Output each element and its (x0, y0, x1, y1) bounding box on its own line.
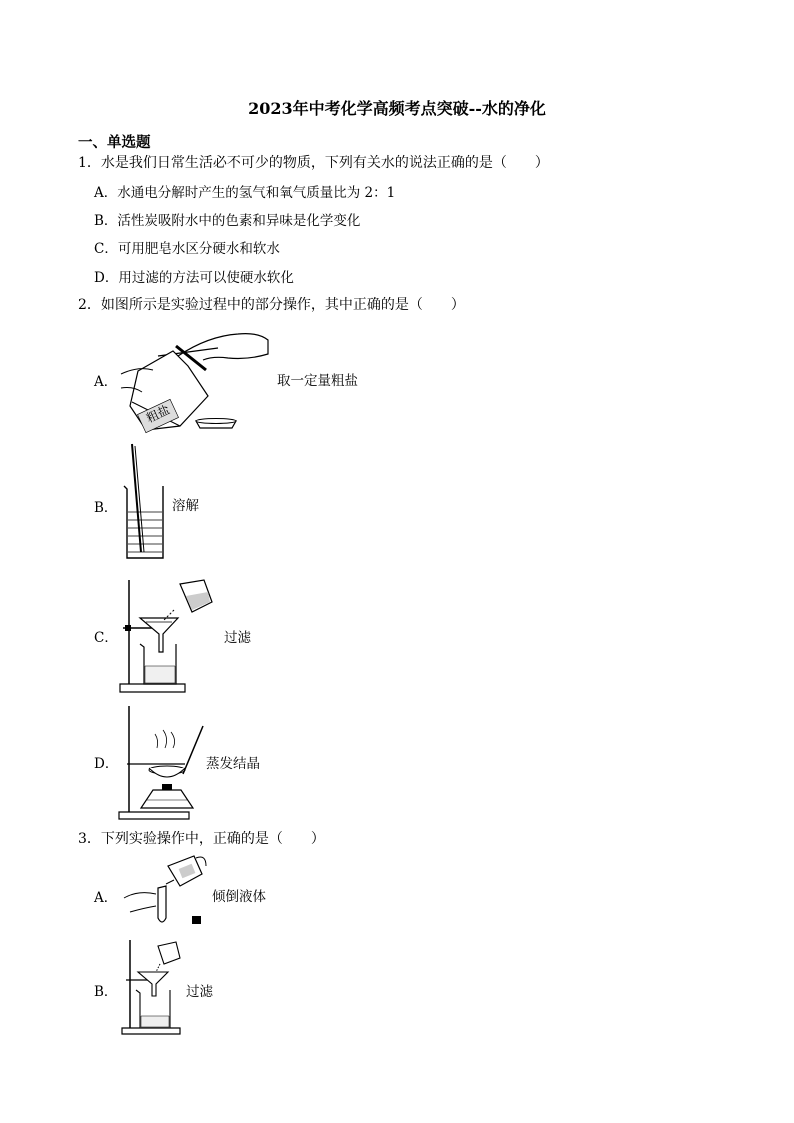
question-1-option-c: C．可用肥皂水区分硬水和软水 (94, 241, 280, 257)
question-3-option-a-caption: 倾倒液体 (212, 889, 266, 905)
question-2-option-b-caption: 溶解 (172, 498, 199, 514)
pour-liquid-illustration (122, 854, 210, 930)
page-title: 2023年中考化学高频考点突破--水的净化 (248, 99, 546, 118)
question-1-option-d: D．用过滤的方法可以使硬水软化 (94, 270, 294, 286)
question-2-option-d-label: D． (94, 756, 119, 772)
question-1-stem: 1．水是我们日常生活必不可少的物质，下列有关水的说法正确的是（ ） (78, 155, 549, 171)
bottle-label: 粗盐 (144, 402, 172, 426)
question-2-option-a-label: A． (94, 374, 118, 390)
evaporation-illustration (115, 704, 205, 820)
question-3-option-a-label: A． (94, 890, 118, 906)
question-2-option-a-caption: 取一定量粗盐 (277, 373, 358, 389)
take-salt-illustration (118, 326, 273, 436)
filtration-illustration-2 (118, 938, 182, 1036)
question-2-option-b-label: B． (94, 500, 118, 516)
section-heading: 一、单选题 (78, 134, 151, 151)
question-1-option-a: A．水通电分解时产生的氢气和氧气质量比为 2：1 (94, 185, 396, 201)
question-1-option-b: B．活性炭吸附水中的色素和异味是化学变化 (94, 213, 361, 229)
question-2-option-d-caption: 蒸发结晶 (206, 756, 260, 772)
dissolve-beaker-illustration (118, 442, 168, 562)
question-3-stem: 3．下列实验操作中，正确的是（ ） (78, 831, 325, 847)
filtration-illustration (118, 574, 218, 694)
question-2-option-c-caption: 过滤 (224, 630, 251, 646)
question-3-option-b-label: B． (94, 984, 118, 1000)
question-3-option-b-caption: 过滤 (186, 984, 213, 1000)
question-2-stem: 2．如图所示是实验过程中的部分操作，其中正确的是（ ） (78, 297, 465, 313)
question-2-option-c-label: C． (94, 630, 118, 646)
